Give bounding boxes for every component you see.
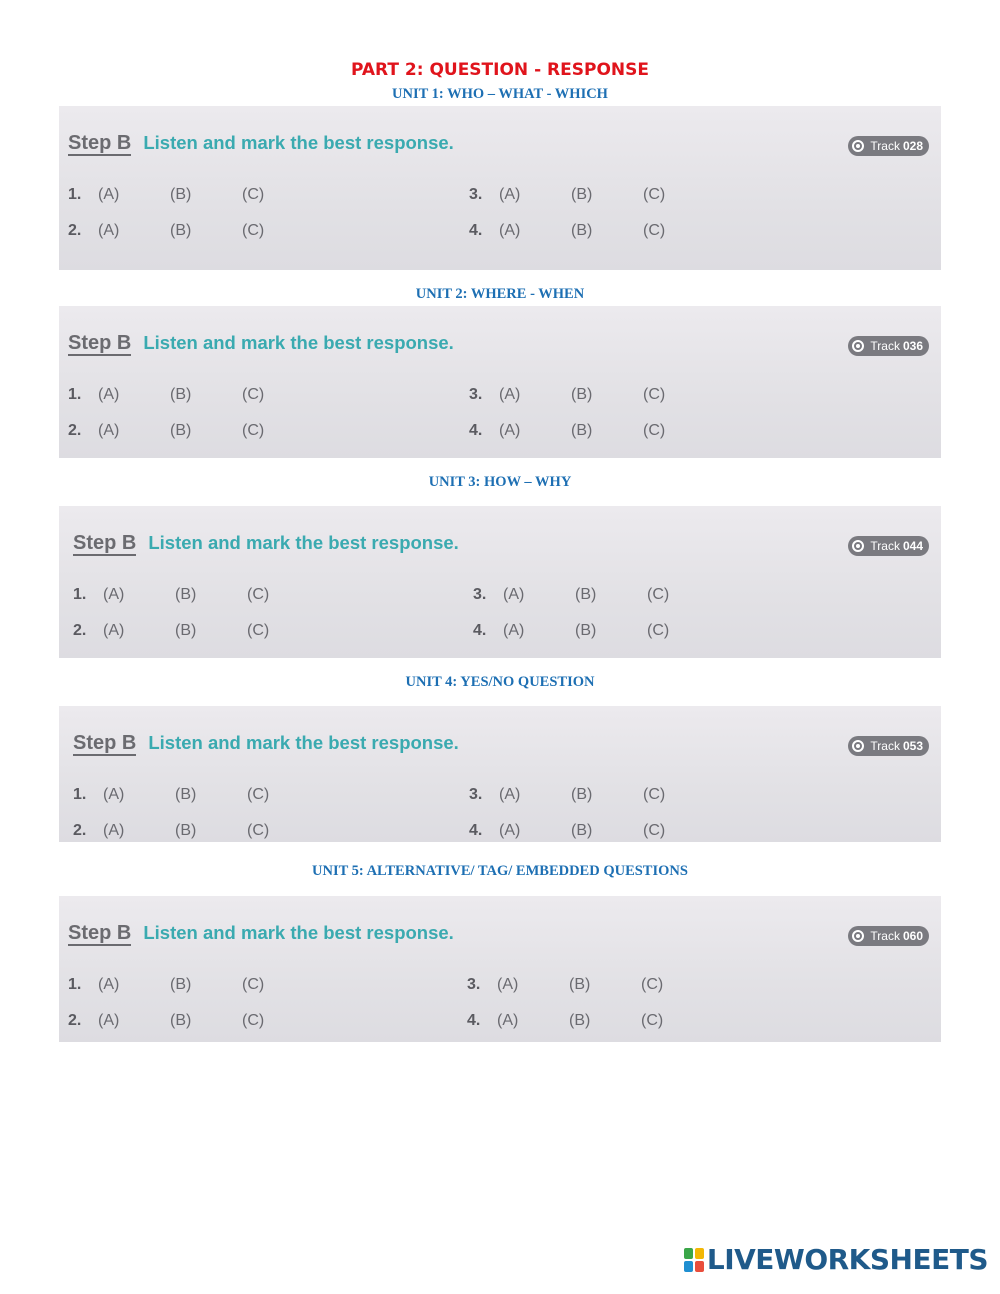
liveworksheets-logo-icon [684, 1248, 704, 1272]
question-number: 1. [73, 586, 87, 603]
answer-option[interactable]: (B) [571, 822, 593, 839]
question-row [469, 786, 715, 804]
track-prefix: Track [870, 539, 900, 553]
answer-option[interactable]: (A) [499, 186, 521, 203]
step-label: Step B [68, 922, 132, 944]
track-badge [848, 736, 929, 756]
answer-option[interactable]: (A) [499, 386, 521, 403]
audio-disc-icon [852, 340, 864, 352]
answer-option[interactable]: (A) [499, 422, 521, 439]
answer-option[interactable]: (B) [569, 1012, 591, 1029]
step-header [73, 532, 459, 556]
unit-title: UNIT 1: WHO – WHAT - WHICH [392, 86, 608, 102]
answer-option[interactable]: (C) [247, 822, 270, 839]
step-b-panel [59, 506, 941, 658]
question-number: 3. [469, 186, 483, 203]
answer-option[interactable]: (C) [242, 222, 265, 239]
question-row [469, 222, 715, 240]
answer-option[interactable]: (B) [571, 222, 593, 239]
question-number: 1. [73, 786, 87, 803]
answer-option[interactable]: (B) [170, 976, 192, 993]
question-row [68, 186, 314, 204]
answer-option[interactable]: (B) [175, 786, 197, 803]
question-number: 3. [469, 786, 483, 803]
instruction-text: Listen and mark the best response. [148, 532, 459, 553]
answer-option[interactable]: (C) [643, 786, 666, 803]
answer-option[interactable]: (A) [503, 586, 525, 603]
question-number: 1. [68, 186, 82, 203]
answer-option[interactable]: (C) [643, 422, 666, 439]
answer-option[interactable]: (B) [170, 422, 192, 439]
question-row [473, 622, 719, 640]
question-number: 2. [73, 822, 87, 839]
answer-option[interactable]: (A) [499, 786, 521, 803]
answer-option[interactable]: (C) [647, 622, 670, 639]
answer-option[interactable]: (B) [571, 422, 593, 439]
question-number: 3. [469, 386, 483, 403]
instruction-text: Listen and mark the best response. [143, 922, 454, 943]
question-number: 2. [73, 622, 87, 639]
question-number: 3. [467, 976, 481, 993]
question-number: 1. [68, 976, 82, 993]
answer-option[interactable]: (C) [247, 622, 270, 639]
question-number: 4. [467, 1012, 481, 1029]
track-number: 053 [902, 739, 923, 753]
unit-title: UNIT 2: WHERE - WHEN [415, 286, 585, 302]
question-row [469, 386, 715, 404]
audio-disc-icon [852, 140, 864, 152]
track-number: 044 [902, 539, 923, 553]
question-number: 2. [68, 1012, 82, 1029]
answer-option[interactable]: (B) [571, 386, 593, 403]
answer-option[interactable]: (B) [575, 586, 597, 603]
question-row [467, 1012, 713, 1030]
question-row [68, 422, 314, 440]
answer-option[interactable]: (C) [643, 186, 666, 203]
question-number: 4. [469, 822, 483, 839]
answer-option[interactable]: (B) [571, 786, 593, 803]
answer-option[interactable]: (A) [98, 422, 120, 439]
question-row [473, 586, 719, 604]
audio-disc-icon [852, 540, 864, 552]
answer-option[interactable]: (A) [499, 222, 521, 239]
answer-option[interactable]: (A) [103, 622, 125, 639]
answer-option[interactable]: (A) [497, 1012, 519, 1029]
track-badge [848, 336, 929, 356]
track-number: 060 [902, 929, 923, 943]
track-badge [848, 536, 929, 556]
instruction-text: Listen and mark the best response. [143, 132, 454, 153]
question-row [467, 976, 713, 994]
question-number: 2. [68, 222, 82, 239]
track-prefix: Track [870, 929, 900, 943]
logo-text: LIVEWORKSHEETS [706, 1243, 988, 1276]
step-b-panel [59, 106, 941, 270]
liveworksheets-logo [684, 1243, 988, 1276]
answer-option[interactable]: (B) [170, 222, 192, 239]
answer-option[interactable]: (C) [641, 976, 664, 993]
step-header [68, 332, 454, 356]
question-row [68, 386, 314, 404]
answer-option[interactable]: (C) [242, 1012, 265, 1029]
question-row [68, 976, 314, 994]
answer-option[interactable]: (A) [98, 976, 120, 993]
answer-option[interactable]: (A) [98, 186, 120, 203]
question-number: 4. [469, 422, 483, 439]
answer-option[interactable]: (A) [98, 1012, 120, 1029]
audio-disc-icon [852, 930, 864, 942]
step-label: Step B [73, 532, 137, 554]
step-label: Step B [68, 332, 132, 354]
question-number: 1. [68, 386, 82, 403]
answer-option[interactable]: (C) [643, 386, 666, 403]
audio-disc-icon [852, 740, 864, 752]
unit-title: UNIT 5: ALTERNATIVE/ TAG/ EMBEDDED QUESTIONS [312, 863, 688, 879]
question-row [68, 222, 314, 240]
answer-option[interactable]: (C) [643, 222, 666, 239]
answer-option[interactable]: (A) [103, 822, 125, 839]
answer-option[interactable]: (B) [170, 386, 192, 403]
answer-option[interactable]: (C) [242, 976, 265, 993]
step-b-panel [59, 306, 941, 458]
answer-option[interactable]: (C) [242, 386, 265, 403]
question-row [469, 422, 715, 440]
unit-title: UNIT 3: HOW – WHY [428, 474, 572, 490]
answer-option[interactable]: (B) [170, 1012, 192, 1029]
part-title: PART 2: QUESTION - RESPONSE [351, 60, 649, 80]
step-header [68, 922, 454, 946]
answer-option[interactable]: (B) [175, 586, 197, 603]
instruction-text: Listen and mark the best response. [143, 332, 454, 353]
question-row [73, 622, 319, 640]
answer-option[interactable]: (A) [503, 622, 525, 639]
answer-option[interactable]: (A) [103, 586, 125, 603]
question-row [469, 186, 715, 204]
track-badge [848, 926, 929, 946]
track-prefix: Track [870, 739, 900, 753]
answer-option[interactable]: (C) [641, 1012, 664, 1029]
unit-title: UNIT 4: YES/NO QUESTION [405, 674, 595, 690]
answer-option[interactable]: (A) [103, 786, 125, 803]
question-number: 2. [68, 422, 82, 439]
answer-option[interactable]: (B) [571, 186, 593, 203]
step-b-panel [59, 896, 941, 1042]
answer-option[interactable]: (C) [247, 586, 270, 603]
answer-option[interactable]: (A) [98, 222, 120, 239]
answer-option[interactable]: (B) [575, 622, 597, 639]
track-prefix: Track [870, 339, 900, 353]
answer-option[interactable]: (C) [242, 422, 265, 439]
question-row [73, 786, 319, 804]
answer-option[interactable]: (A) [499, 822, 521, 839]
answer-option[interactable]: (C) [643, 822, 666, 839]
answer-option[interactable]: (C) [242, 186, 265, 203]
step-label: Step B [73, 732, 137, 754]
question-row [469, 822, 715, 840]
answer-option[interactable]: (B) [175, 622, 197, 639]
answer-option[interactable]: (A) [98, 386, 120, 403]
step-header [73, 732, 459, 756]
answer-option[interactable]: (A) [497, 976, 519, 993]
instruction-text: Listen and mark the best response. [148, 732, 459, 753]
question-row [73, 822, 319, 840]
answer-option[interactable]: (C) [247, 786, 270, 803]
answer-option[interactable]: (B) [569, 976, 591, 993]
step-b-panel [59, 706, 941, 842]
question-number: 3. [473, 586, 487, 603]
step-header [68, 132, 454, 156]
question-number: 4. [473, 622, 487, 639]
question-number: 4. [469, 222, 483, 239]
answer-option[interactable]: (B) [170, 186, 192, 203]
track-badge [848, 136, 929, 156]
track-number: 028 [902, 139, 923, 153]
question-row [73, 586, 319, 604]
track-prefix: Track [870, 139, 900, 153]
answer-option[interactable]: (B) [175, 822, 197, 839]
track-number: 036 [902, 339, 923, 353]
question-row [68, 1012, 314, 1030]
answer-option[interactable]: (C) [647, 586, 670, 603]
step-label: Step B [68, 132, 132, 154]
